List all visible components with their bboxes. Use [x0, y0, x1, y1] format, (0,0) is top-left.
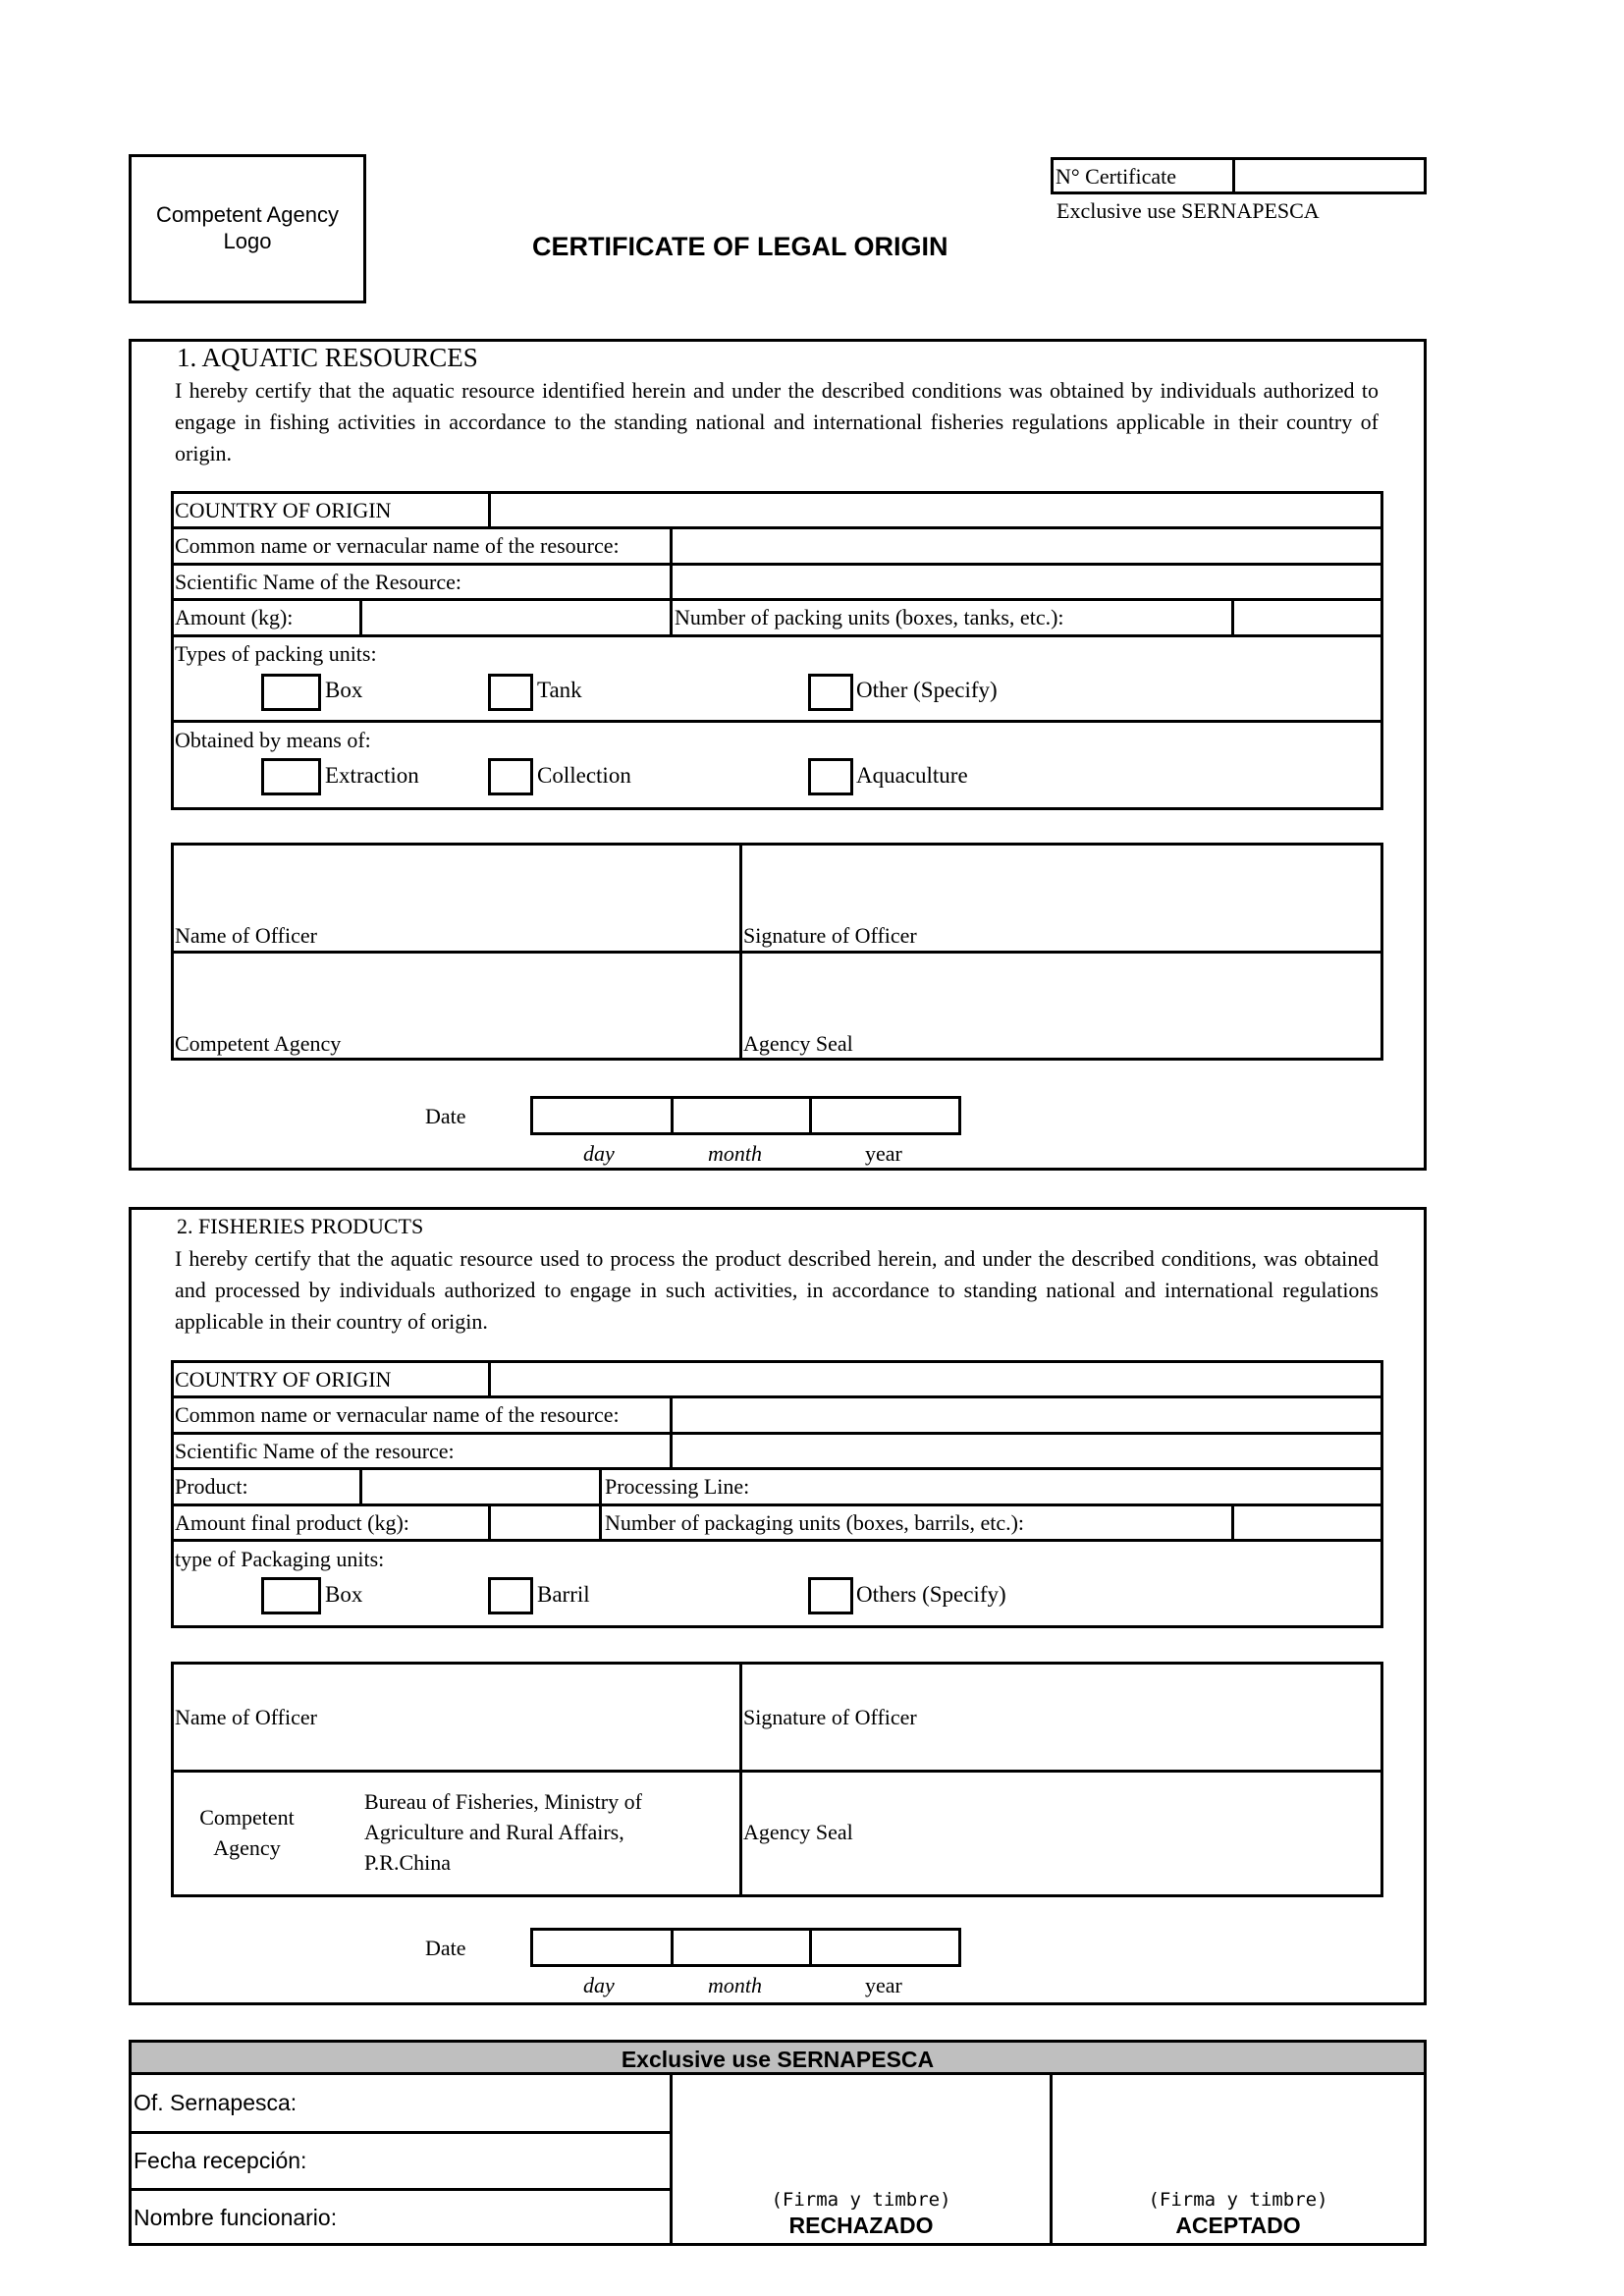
- logo-line-2: Logo: [223, 229, 272, 253]
- s2-date-day-input[interactable]: [533, 1931, 670, 1964]
- s2-month-caption: month: [708, 1973, 762, 1997]
- s2-competent-agency-label: [171, 1802, 323, 1863]
- s2-scientific-name-label: Scientific Name of the resource:: [175, 1439, 455, 1463]
- s2-others-label: Others (Specify): [856, 1582, 1006, 1607]
- s2-country-label: COUNTRY OF ORIGIN: [175, 1367, 392, 1392]
- s1-tank-label: Tank: [537, 678, 582, 702]
- s1-officer-vline: [739, 843, 742, 1061]
- s2-date-month-input[interactable]: [674, 1931, 808, 1964]
- s1-officer-hline: [171, 951, 1383, 954]
- rechazado-label: RECHAZADO: [788, 2213, 934, 2238]
- s2-country-field[interactable]: [493, 1363, 1380, 1394]
- s2-officer-vline: [739, 1662, 742, 1897]
- s1-scientific-name-field[interactable]: [675, 567, 1380, 597]
- s2-vline-amount: [488, 1503, 491, 1542]
- certificate-number-label: N° Certificate: [1056, 164, 1177, 189]
- exclusive-use-note: Exclusive use SERNAPESCA: [1056, 198, 1320, 223]
- s2-amount-label: Amount final product (kg):: [175, 1510, 409, 1535]
- logo-line-1: Competent Agency: [156, 202, 339, 227]
- s2-day-caption: day: [583, 1973, 615, 1997]
- fecha-recepcion-label: Fecha recepción:: [134, 2148, 307, 2173]
- agency-logo-label: [129, 201, 366, 254]
- s1-competent-agency-label: Competent Agency: [175, 1031, 342, 1056]
- s2-others-checkbox[interactable]: [808, 1577, 853, 1614]
- of-sernapesca-label: Of. Sernapesca:: [134, 2090, 298, 2115]
- section2-heading: 2. FISHERIES PRODUCTS: [177, 1214, 424, 1238]
- page-title: CERTIFICATE OF LEGAL ORIGIN: [532, 232, 948, 261]
- rechazado-firma-note: (Firma y timbre): [771, 2189, 951, 2211]
- s1-tank-checkbox[interactable]: [488, 674, 533, 711]
- s2-vline-country: [488, 1360, 491, 1398]
- s1-extraction-label: Extraction: [325, 763, 419, 788]
- section1-statement: I hereby certify that the aquatic resource identified herein and under the described conditions was obtained by individuals authorized to engage in fishing activities in accordance to the standing national and international fisheries regulations applicable in their country of origin.: [175, 378, 1379, 465]
- s2-barril-checkbox[interactable]: [488, 1577, 533, 1614]
- s2-officer-hline: [171, 1770, 1383, 1773]
- s2-barril-label: Barril: [537, 1582, 590, 1607]
- s1-hline-5: [171, 720, 1383, 723]
- s2-officer-name-label: Name of Officer: [175, 1705, 317, 1729]
- s1-officer-signature-label: Signature of Officer: [743, 923, 917, 948]
- s2-processing-line-label: Processing Line:: [605, 1474, 750, 1499]
- s2-agency-value-line-3: P.R.China: [364, 1850, 452, 1875]
- s1-other-checkbox[interactable]: [808, 674, 853, 711]
- s2-hline-5: [171, 1539, 1383, 1542]
- s1-hline-1: [171, 526, 1383, 529]
- s1-vline-country: [488, 491, 491, 529]
- s2-hline-1: [171, 1395, 1383, 1398]
- s2-hline-4: [171, 1503, 1383, 1506]
- s1-hline-4: [171, 634, 1383, 637]
- s2-vline-product: [359, 1467, 362, 1506]
- section1-heading: 1. AQUATIC RESOURCES: [177, 343, 478, 372]
- s1-packing-units-field[interactable]: [1236, 602, 1380, 633]
- s2-agency-label-line-1: Competent: [199, 1805, 295, 1830]
- s1-date-month-input[interactable]: [674, 1099, 808, 1132]
- s2-vline-names: [670, 1395, 673, 1470]
- s1-vline-amount: [359, 598, 362, 637]
- s2-date-label: Date: [425, 1936, 466, 1960]
- s1-other-label: Other (Specify): [856, 678, 998, 702]
- aceptado-label: ACEPTADO: [1175, 2213, 1301, 2238]
- s2-agency-value-line-1: Bureau of Fisheries, Ministry of: [364, 1789, 642, 1814]
- s1-vline-units: [1231, 598, 1234, 637]
- s2-box-label: Box: [325, 1582, 363, 1607]
- s2-date-year-input[interactable]: [812, 1931, 958, 1964]
- s2-vline-units: [1231, 1503, 1234, 1542]
- s1-aquaculture-checkbox[interactable]: [808, 758, 853, 795]
- s1-agency-seal-label: Agency Seal: [743, 1031, 853, 1056]
- s2-types-label: type of Packaging units:: [175, 1547, 385, 1571]
- section2-statement: I hereby certify that the aquatic resource used to process the product described herein, and under the described conditions, was obtained and processed by individuals authorized to engage in such activities, in accordance to standing national and international regulations applicable in their country of origin.: [175, 1246, 1379, 1334]
- s1-box-label: Box: [325, 678, 363, 702]
- s2-packaging-units-label: Number of packaging units (boxes, barrils, etc.):: [605, 1510, 1025, 1535]
- s1-box-checkbox[interactable]: [261, 674, 321, 711]
- aceptado-firma-note: (Firma y timbre): [1148, 2189, 1328, 2211]
- s1-packing-units-label: Number of packing units (boxes, tanks, etc.):: [675, 605, 1064, 629]
- section2-officer-table: [171, 1662, 1383, 1897]
- s2-common-name-field[interactable]: [675, 1399, 1380, 1431]
- s1-date-year-input[interactable]: [812, 1099, 958, 1132]
- s1-day-caption: day: [583, 1141, 615, 1166]
- s2-common-name-label: Common name or vernacular name of the resource:: [175, 1402, 620, 1427]
- sernapesca-title: Exclusive use SERNAPESCA: [621, 2047, 935, 2072]
- s1-common-name-label: Common name or vernacular name of the resource:: [175, 533, 620, 558]
- s2-amount-field[interactable]: [493, 1507, 598, 1538]
- s2-competent-agency-value: [364, 1786, 642, 1878]
- s2-hline-2: [171, 1432, 1383, 1435]
- s2-product-label: Product:: [175, 1474, 248, 1499]
- s2-scientific-name-field[interactable]: [675, 1436, 1380, 1466]
- s1-date-day-input[interactable]: [533, 1099, 670, 1132]
- s1-date-label: Date: [425, 1104, 466, 1128]
- s1-year-caption: year: [865, 1141, 902, 1166]
- nombre-funcionario-label: Nombre funcionario:: [134, 2205, 338, 2230]
- s2-officer-signature-label: Signature of Officer: [743, 1705, 917, 1729]
- s1-hline-2: [171, 563, 1383, 566]
- sernapesca-hline-2: [129, 2188, 673, 2191]
- s1-amount-field[interactable]: [364, 602, 668, 633]
- s1-scientific-name-label: Scientific Name of the Resource:: [175, 570, 462, 594]
- s1-obtained-label: Obtained by means of:: [175, 728, 371, 752]
- s2-agency-value-line-2: Agriculture and Rural Affairs,: [364, 1820, 624, 1844]
- certificate-number-field[interactable]: [1239, 164, 1421, 190]
- s2-packaging-units-field[interactable]: [1236, 1507, 1380, 1538]
- s1-aquaculture-label: Aquaculture: [856, 763, 968, 788]
- s1-country-label: COUNTRY OF ORIGIN: [175, 498, 392, 522]
- s2-year-caption: year: [865, 1973, 902, 1997]
- s1-common-name-field[interactable]: [675, 530, 1380, 562]
- s1-extraction-checkbox[interactable]: [261, 758, 321, 795]
- s1-vline-names: [670, 526, 673, 637]
- s1-types-label: Types of packing units:: [175, 641, 377, 666]
- s1-collection-label: Collection: [537, 763, 631, 788]
- s1-hline-3: [171, 598, 1383, 601]
- s2-agency-label-line-2: Agency: [213, 1835, 281, 1860]
- s1-officer-name-label: Name of Officer: [175, 923, 317, 948]
- s2-hline-3: [171, 1467, 1383, 1470]
- s2-agency-seal-label: Agency Seal: [743, 1820, 853, 1844]
- s2-box-checkbox[interactable]: [261, 1577, 321, 1614]
- s1-amount-label: Amount (kg):: [175, 605, 294, 629]
- s1-collection-checkbox[interactable]: [488, 758, 533, 795]
- s2-product-field[interactable]: [364, 1471, 598, 1503]
- s2-vline-processing: [599, 1467, 602, 1542]
- s1-month-caption: month: [708, 1141, 762, 1166]
- certificate-number-divider: [1232, 157, 1235, 194]
- sernapesca-hline-1: [129, 2131, 673, 2134]
- s1-country-field[interactable]: [493, 494, 1380, 525]
